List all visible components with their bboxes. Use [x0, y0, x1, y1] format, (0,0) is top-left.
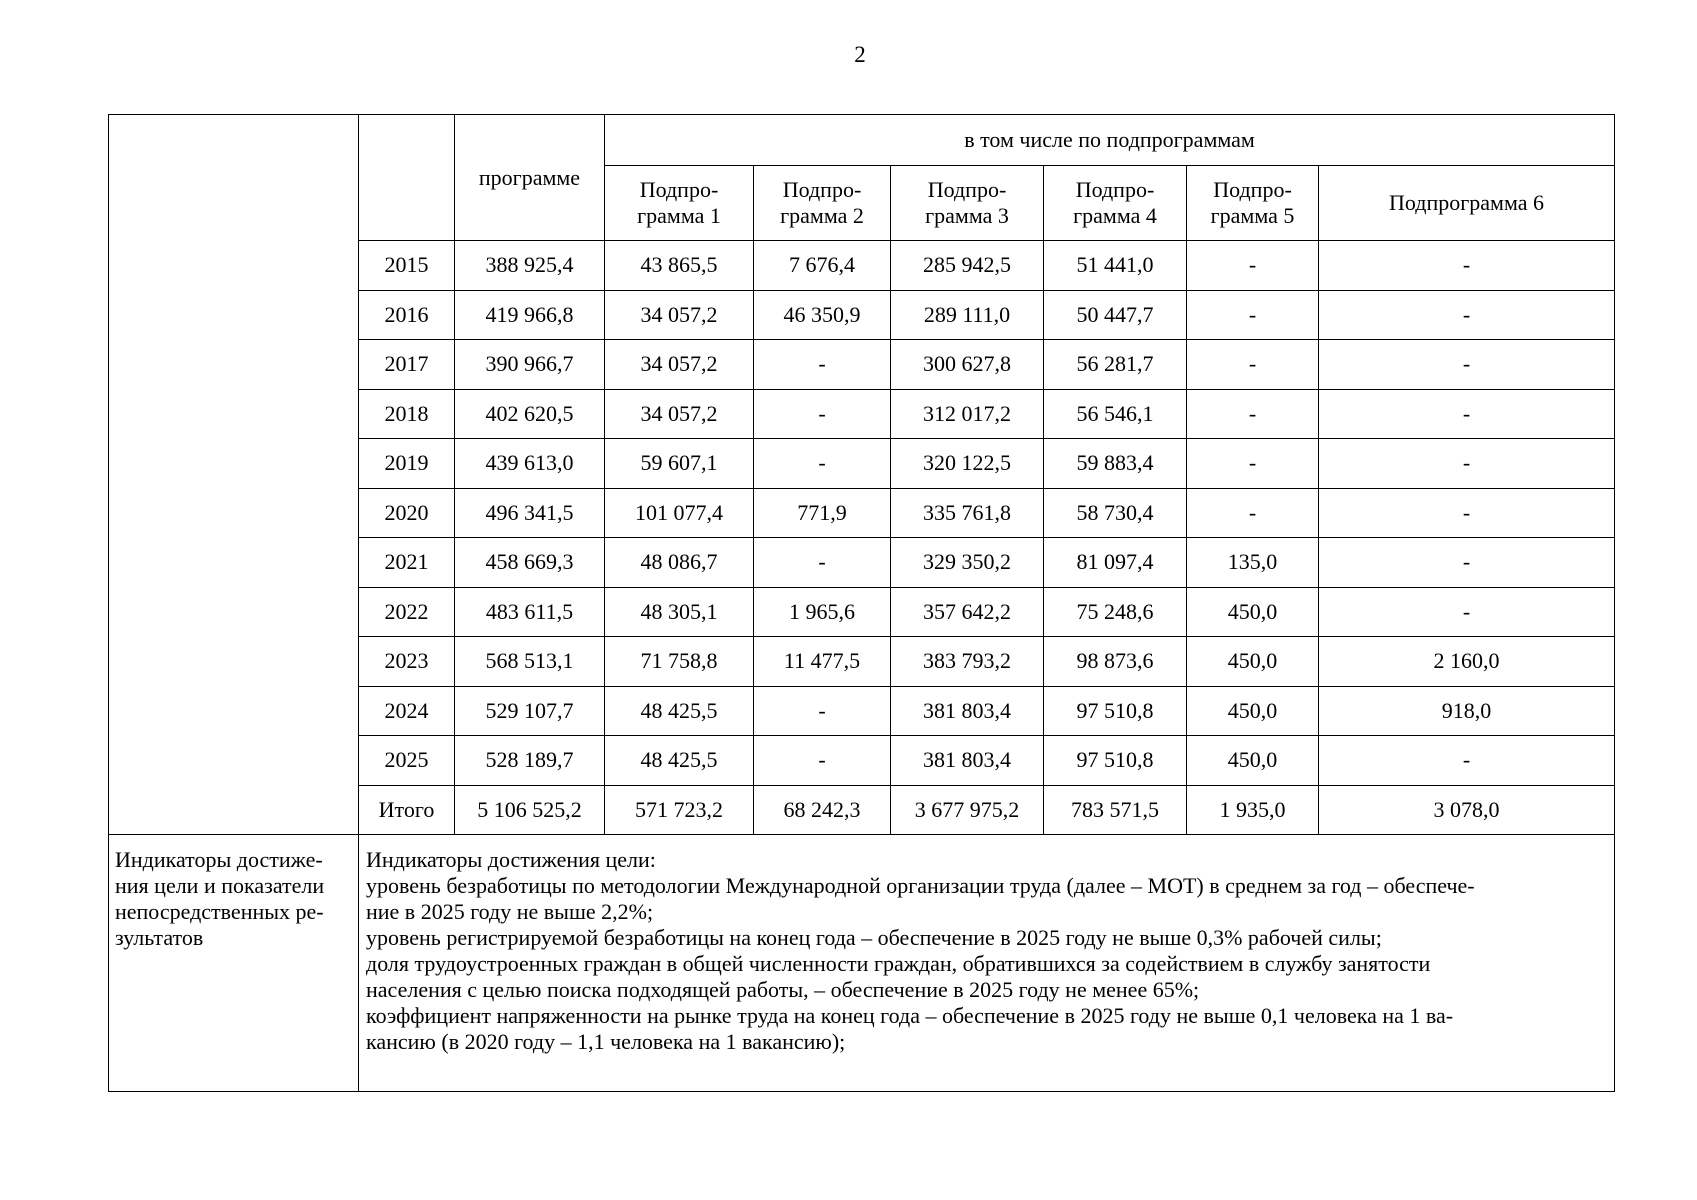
subprogramme-1-cell: 34 057,2 — [605, 290, 754, 340]
indicators-label — [109, 835, 359, 1092]
subprogramme-4-cell: 97 510,8 — [1044, 736, 1187, 786]
header-programme: программе — [455, 115, 605, 241]
subprogramme-5-cell: 450,0 — [1187, 587, 1319, 637]
indicators-text-line: коэффициент напряженности на рынке труда на конец года – обеспечение в 2025 году не выше 0,1 человека на 1 ва- — [366, 1003, 1454, 1028]
subprogramme-5-cell: - — [1187, 241, 1319, 291]
subprogramme-1-cell: 71 758,8 — [605, 637, 754, 687]
subprogramme-1-cell: 48 086,7 — [605, 538, 754, 588]
subprogramme-3-cell: 312 017,2 — [891, 389, 1044, 439]
subprogramme-5-cell: - — [1187, 488, 1319, 538]
year-cell: 2017 — [359, 340, 455, 390]
subprogramme-4-cell: 59 883,4 — [1044, 439, 1187, 489]
programme-total-cell: 528 189,7 — [455, 736, 605, 786]
subprogramme-3-cell: 381 803,4 — [891, 686, 1044, 736]
subprogramme-6-cell: - — [1319, 439, 1615, 489]
subprogramme-1-cell: 48 305,1 — [605, 587, 754, 637]
subprogramme-4-cell: 97 510,8 — [1044, 686, 1187, 736]
programme-total-cell: 458 669,3 — [455, 538, 605, 588]
subprogramme-5-cell: - — [1187, 389, 1319, 439]
indicators-text — [359, 835, 1615, 1092]
indicators-label-line: непосредственных ре- — [115, 899, 324, 924]
page-number: 2 — [854, 42, 866, 67]
indicators-label-line: ния цели и показатели — [115, 873, 325, 898]
programme-total-cell: 496 341,5 — [455, 488, 605, 538]
subprogramme-4-cell: 81 097,4 — [1044, 538, 1187, 588]
subprogramme-6-cell: 918,0 — [1319, 686, 1615, 736]
subprogramme-2-cell: 7 676,4 — [754, 241, 891, 291]
subprogramme-3-cell: 357 642,2 — [891, 587, 1044, 637]
year-cell: 2018 — [359, 389, 455, 439]
subprogramme-2-cell: - — [754, 538, 891, 588]
year-cell: Итого — [359, 785, 455, 835]
subprogramme-6-cell: - — [1319, 587, 1615, 637]
header-subprogramme-4: Подпро- грамма 4 — [1044, 166, 1187, 241]
subprogramme-1-cell: 34 057,2 — [605, 389, 754, 439]
subprogramme-4-cell: 56 546,1 — [1044, 389, 1187, 439]
programme-total-cell: 388 925,4 — [455, 241, 605, 291]
subprogramme-4-cell: 58 730,4 — [1044, 488, 1187, 538]
subprogramme-4-cell: 75 248,6 — [1044, 587, 1187, 637]
subprogramme-2-cell: - — [754, 389, 891, 439]
subprogramme-1-cell: 48 425,5 — [605, 736, 754, 786]
programme-total-cell: 529 107,7 — [455, 686, 605, 736]
programme-total-cell: 439 613,0 — [455, 439, 605, 489]
header-row-group — [109, 115, 1615, 166]
year-cell: 2023 — [359, 637, 455, 687]
subprogramme-3-cell: 3 677 975,2 — [891, 785, 1044, 835]
subprogramme-4-cell: 783 571,5 — [1044, 785, 1187, 835]
header-subprogramme-5: Подпро- грамма 5 — [1187, 166, 1319, 241]
subprogramme-3-cell: 289 111,0 — [891, 290, 1044, 340]
subprogramme-5-cell: 450,0 — [1187, 736, 1319, 786]
subprogramme-6-cell: - — [1319, 389, 1615, 439]
year-cell: 2016 — [359, 290, 455, 340]
subprogramme-2-cell: 46 350,9 — [754, 290, 891, 340]
indicators-text-line: населения с целью поиска подходящей работы, – обеспечение в 2025 году не менее 65%; — [366, 977, 1200, 1002]
subprogramme-4-cell: 51 441,0 — [1044, 241, 1187, 291]
subprogramme-2-cell: 11 477,5 — [754, 637, 891, 687]
indicators-text-line: доля трудоустроенных граждан в общей численности граждан, обратившихся за содействием в службу занятости — [366, 951, 1431, 976]
indicators-label-line: Индикаторы достиже- — [115, 847, 323, 872]
left-empty-cell — [109, 115, 359, 835]
year-cell: 2019 — [359, 439, 455, 489]
indicators-text-line: Индикаторы достижения цели: — [366, 847, 656, 872]
subprogramme-1-cell: 571 723,2 — [605, 785, 754, 835]
indicators-text-line: уровень безработицы по методологии Международной организации труда (далее – МОТ) в среднем за год – обеспече- — [366, 873, 1475, 898]
subprogramme-4-cell: 98 873,6 — [1044, 637, 1187, 687]
subprogramme-1-cell: 43 865,5 — [605, 241, 754, 291]
programme-total-cell: 402 620,5 — [455, 389, 605, 439]
subprogramme-3-cell: 320 122,5 — [891, 439, 1044, 489]
programme-total-cell: 419 966,8 — [455, 290, 605, 340]
subprogramme-5-cell: 1 935,0 — [1187, 785, 1319, 835]
header-subprogrammes-group: в том числе по подпрограммам — [605, 115, 1615, 166]
subprogramme-6-cell: - — [1319, 241, 1615, 291]
subprogramme-2-cell: - — [754, 736, 891, 786]
subprogramme-4-cell: 56 281,7 — [1044, 340, 1187, 390]
subprogramme-4-cell: 50 447,7 — [1044, 290, 1187, 340]
subprogramme-5-cell: - — [1187, 439, 1319, 489]
subprogramme-5-cell: 450,0 — [1187, 686, 1319, 736]
subprogramme-3-cell: 329 350,2 — [891, 538, 1044, 588]
subprogramme-3-cell: 300 627,8 — [891, 340, 1044, 390]
subprogramme-6-cell: - — [1319, 488, 1615, 538]
indicators-text-line: уровень регистрируемой безработицы на конец года – обеспечение в 2025 году не выше 0,3% рабочей силы; — [366, 925, 1382, 950]
header-subprogramme-6: Подпрограмма 6 — [1319, 166, 1615, 241]
subprogramme-2-cell: - — [754, 439, 891, 489]
header-subprogramme-1: Подпро- грамма 1 — [605, 166, 754, 241]
subprogramme-1-cell: 101 077,4 — [605, 488, 754, 538]
subprogramme-5-cell: 450,0 — [1187, 637, 1319, 687]
year-cell: 2020 — [359, 488, 455, 538]
subprogramme-2-cell: - — [754, 340, 891, 390]
indicators-text-line: кансию (в 2020 году – 1,1 человека на 1 вакансию); — [366, 1029, 846, 1054]
indicators-label-line: зультатов — [115, 925, 204, 950]
subprogramme-6-cell: 2 160,0 — [1319, 637, 1615, 687]
subprogramme-1-cell: 34 057,2 — [605, 340, 754, 390]
subprogramme-3-cell: 383 793,2 — [891, 637, 1044, 687]
year-header-empty — [359, 115, 455, 241]
year-cell: 2015 — [359, 241, 455, 291]
subprogramme-5-cell: - — [1187, 290, 1319, 340]
year-cell: 2022 — [359, 587, 455, 637]
indicators-text-line: ние в 2025 году не выше 2,2%; — [366, 899, 654, 924]
subprogramme-5-cell: - — [1187, 340, 1319, 390]
year-cell: 2024 — [359, 686, 455, 736]
subprogramme-2-cell: - — [754, 686, 891, 736]
year-cell: 2021 — [359, 538, 455, 588]
year-cell: 2025 — [359, 736, 455, 786]
subprogramme-6-cell: - — [1319, 538, 1615, 588]
financing-table — [108, 114, 1615, 1092]
subprogramme-5-cell: 135,0 — [1187, 538, 1319, 588]
programme-total-cell: 568 513,1 — [455, 637, 605, 687]
subprogramme-2-cell: 771,9 — [754, 488, 891, 538]
header-subprogramme-3: Подпро- грамма 3 — [891, 166, 1044, 241]
indicators-row — [109, 835, 1615, 1092]
subprogramme-6-cell: - — [1319, 340, 1615, 390]
header-subprogramme-2: Подпро- грамма 2 — [754, 166, 891, 241]
subprogramme-1-cell: 48 425,5 — [605, 686, 754, 736]
programme-total-cell: 390 966,7 — [455, 340, 605, 390]
subprogramme-1-cell: 59 607,1 — [605, 439, 754, 489]
programme-total-cell: 483 611,5 — [455, 587, 605, 637]
subprogramme-2-cell: 1 965,6 — [754, 587, 891, 637]
subprogramme-3-cell: 285 942,5 — [891, 241, 1044, 291]
subprogramme-6-cell: - — [1319, 290, 1615, 340]
subprogramme-6-cell: - — [1319, 736, 1615, 786]
subprogramme-6-cell: 3 078,0 — [1319, 785, 1615, 835]
subprogramme-3-cell: 335 761,8 — [891, 488, 1044, 538]
subprogramme-2-cell: 68 242,3 — [754, 785, 891, 835]
subprogramme-3-cell: 381 803,4 — [891, 736, 1044, 786]
programme-total-cell: 5 106 525,2 — [455, 785, 605, 835]
